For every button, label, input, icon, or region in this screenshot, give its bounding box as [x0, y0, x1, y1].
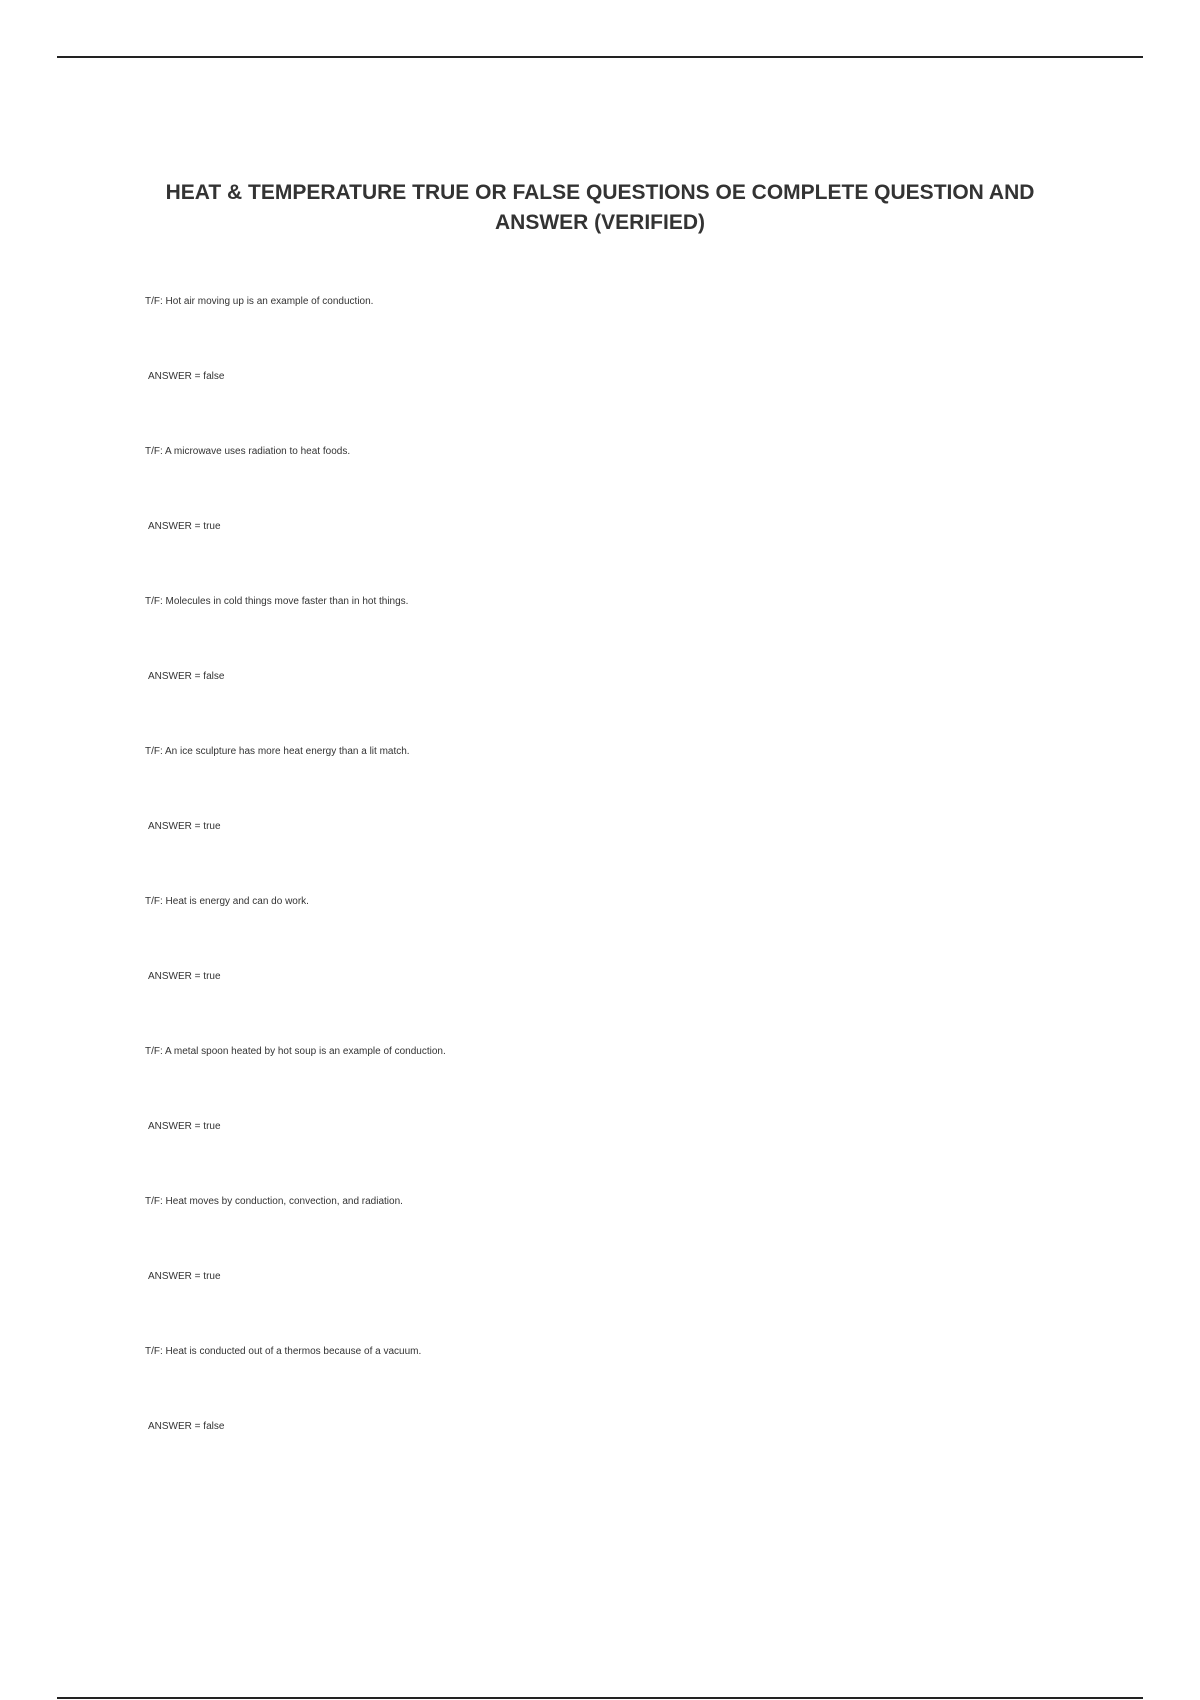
qa-item — [145, 596, 1045, 746]
question-text: T/F: Heat moves by conduction, convection, and radiation. — [145, 1196, 403, 1207]
title-line-2: ANSWER (VERIFIED) — [495, 211, 705, 234]
answer-text: ANSWER = false — [148, 1421, 225, 1432]
qa-item — [145, 746, 1045, 896]
qa-item — [145, 896, 1045, 1046]
qa-item — [145, 1346, 1045, 1496]
answer-text: ANSWER = true — [148, 1271, 221, 1282]
question-text: T/F: Molecules in cold things move faster than in hot things. — [145, 596, 409, 607]
qa-list — [145, 296, 1045, 1496]
answer-text: ANSWER = true — [148, 521, 221, 532]
answer-text: ANSWER = true — [148, 971, 221, 982]
top-rule — [57, 56, 1143, 58]
question-text: T/F: An ice sculpture has more heat energy than a lit match. — [145, 746, 410, 757]
answer-text: ANSWER = false — [148, 371, 225, 382]
bottom-rule — [57, 1697, 1143, 1699]
question-text: T/F: Heat is energy and can do work. — [145, 896, 309, 907]
question-text: T/F: A metal spoon heated by hot soup is an example of conduction. — [145, 1046, 446, 1057]
answer-text: ANSWER = true — [148, 821, 221, 832]
question-text: T/F: Heat is conducted out of a thermos because of a vacuum. — [145, 1346, 422, 1357]
qa-item — [145, 446, 1045, 596]
qa-item — [145, 1046, 1045, 1196]
question-text: T/F: Hot air moving up is an example of conduction. — [145, 296, 374, 307]
qa-item — [145, 296, 1045, 446]
question-text: T/F: A microwave uses radiation to heat foods. — [145, 446, 351, 457]
qa-item — [145, 1196, 1045, 1346]
title-line-1: HEAT & TEMPERATURE TRUE OR FALSE QUESTIONS OE COMPLETE QUESTION AND — [165, 181, 1035, 204]
answer-text: ANSWER = false — [148, 671, 225, 682]
answer-text: ANSWER = true — [148, 1121, 221, 1132]
document-title — [100, 178, 1100, 238]
